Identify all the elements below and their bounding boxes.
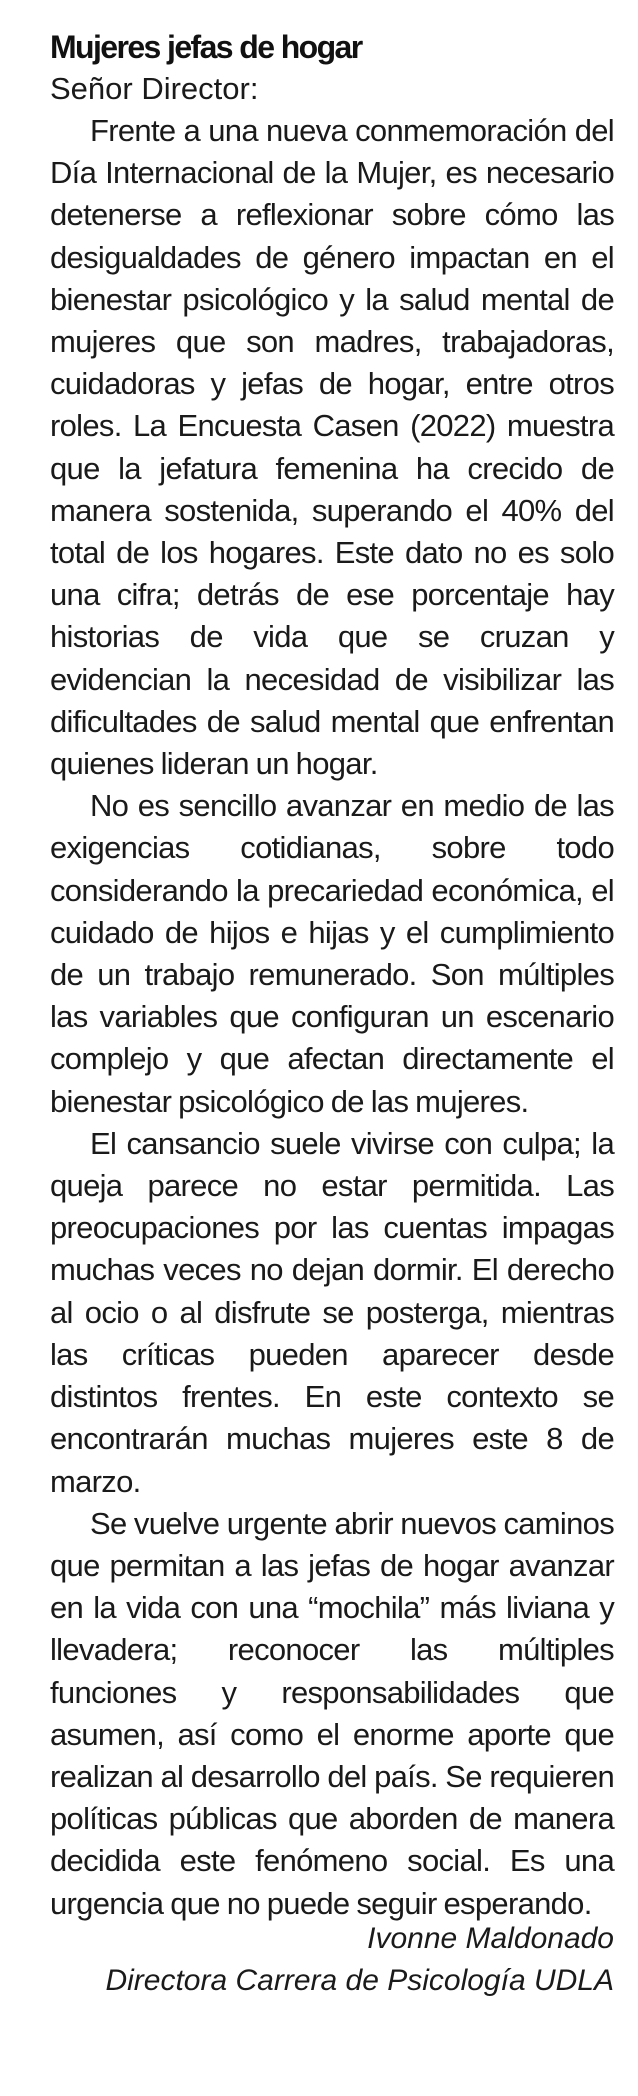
signature-name: Ivonne Maldonado: [367, 1922, 614, 1955]
letter-paragraph-1: Frente a una nueva conmemoración del Día Internacional de la Mujer, es necesario detenerse a reflexionar sobre cómo las desigualdades de género impactan en el bienestar psicológico y la salud mental de mujeres que son madres, trabajadoras, cuidadoras y jefas de hogar, entre otros roles. La Encuesta Casen (2022) muestra que la jefatura femenina ha crecido de manera sostenida, superando el 40% del total de los hogares. Este dato no es solo una cifra; detrás de ese porcentaje hay historias de vida que se cruzan y evidencian la necesidad de visibilizar las dificultades de salud mental que enfrentan quienes lideran un hogar.: [50, 113, 614, 782]
letter-title: Mujeres jefas de hogar: [50, 29, 362, 65]
signature-role: Directora Carrera de Psicología UDLA: [105, 1964, 614, 1997]
letter-signature: [105, 1918, 614, 2002]
letter-paragraph-4: Se vuelve urgente abrir nuevos caminos que permitan a las jefas de hogar avanzar en la vida con una “mochila” más liviana y llevadera; reconocer las múltiples funciones y responsabilidades que asumen, así como el enorme aporte que realizan al desarrollo del país. Se requieren políticas públicas que aborden de manera decidida este fenómeno social. Es una urgencia que no puede seguir esperando.: [50, 1505, 614, 1921]
letter-paragraph-2: No es sencillo avanzar en medio de las exigencias cotidianas, sobre todo considerando la precariedad económica, el cuidado de hijos e hijas y el cumplimiento de un trabajo remunerado. Son múltiples las variables que configuran un escenario complejo y que afectan directamente el bienestar psicológico de las mujeres.: [50, 788, 614, 1119]
letter-paragraph-3: El cansancio suele vivirse con culpa; la queja parece no estar permitida. Las preocupaciones por las cuentas impagas muchas veces no dejan dormir. El derecho al ocio o al disfrute se posterga, mientras las críticas pueden aparecer desde distintos frentes. En este contexto se encontrarán muchas mujeres este 8 de marzo.: [50, 1125, 614, 1499]
letter-salutation: Señor Director:: [50, 71, 259, 106]
letter-article: [50, 28, 614, 1925]
